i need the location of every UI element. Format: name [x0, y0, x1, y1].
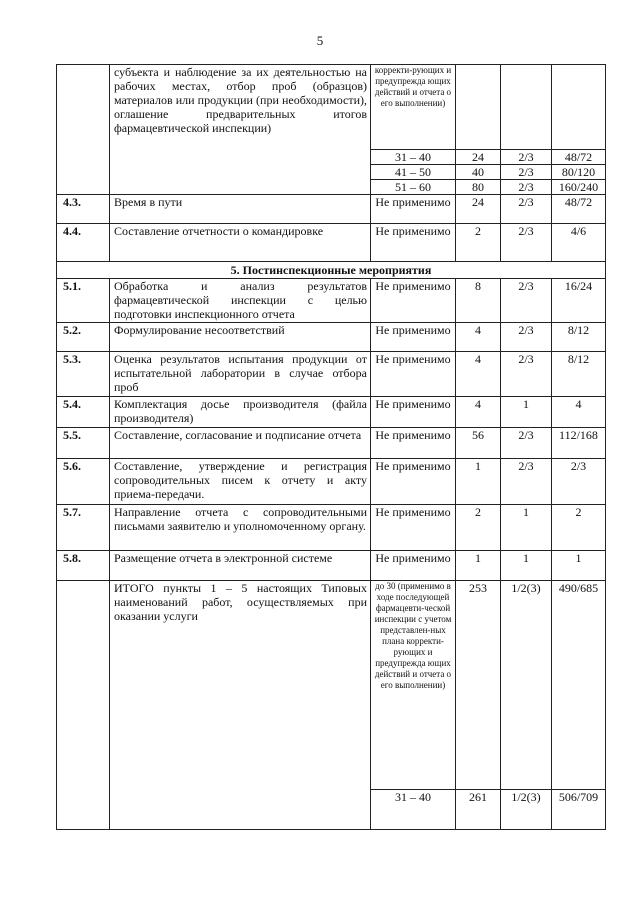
staff-cell: 1/2(3) — [501, 581, 552, 790]
hours-cell: 40 — [456, 165, 501, 180]
total-cell: 16/24 — [552, 279, 606, 323]
staff-cell: 1/2(3) — [501, 790, 552, 830]
total-cell: 112/168 — [552, 428, 606, 459]
table-row-continued — [57, 65, 606, 150]
hours-cell: 24 — [456, 150, 501, 165]
page-number: 5 — [316, 33, 324, 48]
row-number: 5.8. — [57, 551, 110, 581]
section-header-row — [57, 262, 606, 279]
staff-cell: 2/3 — [501, 150, 552, 165]
total-cell: 490/685 — [552, 581, 606, 790]
hours-cell — [456, 65, 501, 150]
condition-cell: Не применимо — [371, 551, 456, 581]
staff-cell: 2/3 — [501, 195, 552, 224]
hours-cell: 4 — [456, 323, 501, 352]
total-cell: 4/6 — [552, 224, 606, 262]
table-row — [57, 323, 606, 352]
table-row — [57, 428, 606, 459]
staff-cell: 2/3 — [501, 459, 552, 505]
condition-cell: корректи-рующих и предупрежда ющих действий и отчета о его выполнении) — [371, 65, 456, 150]
condition-cell: Не применимо — [371, 459, 456, 505]
condition-cell: Не применимо — [371, 323, 456, 352]
staff-cell: 1 — [501, 505, 552, 551]
staff-cell: 2/3 — [501, 323, 552, 352]
row-number: 4.4. — [57, 224, 110, 262]
staff-cell: 2/3 — [501, 180, 552, 195]
staff-cell: 2/3 — [501, 279, 552, 323]
condition-cell: Не применимо — [371, 279, 456, 323]
table-row — [57, 505, 606, 551]
staff-cell: 2/3 — [501, 224, 552, 262]
condition-cell: Не применимо — [371, 352, 456, 397]
total-cell: 48/72 — [552, 150, 606, 165]
hours-cell: 4 — [456, 352, 501, 397]
staff-cell: 2/3 — [501, 352, 552, 397]
total-cell: 8/12 — [552, 323, 606, 352]
hours-cell: 2 — [456, 224, 501, 262]
table-row — [57, 279, 606, 323]
row-number-cell — [57, 65, 110, 195]
total-cell: 8/12 — [552, 352, 606, 397]
hours-cell: 1 — [456, 459, 501, 505]
staff-cell — [501, 65, 552, 150]
row-number: 5.3. — [57, 352, 110, 397]
total-cell: 4 — [552, 397, 606, 428]
condition-cell: Не применимо — [371, 505, 456, 551]
hours-cell: 1 — [456, 551, 501, 581]
row-number: 5.5. — [57, 428, 110, 459]
section-title: 5. Постинспекционные мероприятия — [57, 262, 606, 279]
row-number: 5.6. — [57, 459, 110, 505]
work-description: Оценка результатов испытания продукции от испытательной лаборатории в случае отбора проб — [110, 352, 371, 397]
total-description: ИТОГО пункты 1 – 5 настоящих Типовых наименований работ, осуществляемых при оказании услуги — [110, 581, 371, 830]
total-cell: 2/3 — [552, 459, 606, 505]
condition-cell: Не применимо — [371, 195, 456, 224]
total-cell: 48/72 — [552, 195, 606, 224]
total-cell — [552, 65, 606, 150]
works-table — [56, 64, 606, 830]
row-number: 5.7. — [57, 505, 110, 551]
total-cell: 160/240 — [552, 180, 606, 195]
condition-cell: до 30 (применимо в ходе последующей фармацевти-ческой инспекции с учетом представлен-ных плана корректи-рующих и предупрежда ющих действий и отчета о его выполнении) — [371, 581, 456, 790]
total-cell: 506/709 — [552, 790, 606, 830]
hours-cell: 80 — [456, 180, 501, 195]
work-description: Направление отчета с сопроводительными письмами заявителю и уполномоченному органу. — [110, 505, 371, 551]
total-row — [57, 581, 606, 790]
work-description: Составление отчетности о командировке — [110, 224, 371, 262]
work-description: Составление, утверждение и регистрация сопроводительных писем к отчету и акту приема-передачи. — [110, 459, 371, 505]
condition-cell: Не применимо — [371, 428, 456, 459]
hours-cell: 2 — [456, 505, 501, 551]
row-number: 5.4. — [57, 397, 110, 428]
table-row — [57, 352, 606, 397]
work-description: Обработка и анализ результатов фармацевтической инспекции с целью подготовки инспекционного отчета — [110, 279, 371, 323]
table-row — [57, 224, 606, 262]
total-cell: 80/120 — [552, 165, 606, 180]
hours-cell: 4 — [456, 397, 501, 428]
condition-cell: 31 – 40 — [371, 150, 456, 165]
hours-cell: 261 — [456, 790, 501, 830]
condition-cell: Не применимо — [371, 397, 456, 428]
table-row — [57, 397, 606, 428]
work-description: Составление, согласование и подписание отчета — [110, 428, 371, 459]
row-number-cell — [57, 581, 110, 830]
hours-cell: 8 — [456, 279, 501, 323]
row-number: 5.2. — [57, 323, 110, 352]
condition-cell: 41 – 50 — [371, 165, 456, 180]
table-row — [57, 551, 606, 581]
condition-cell: 51 – 60 — [371, 180, 456, 195]
work-description: Время в пути — [110, 195, 371, 224]
work-description: Комплектация досье производителя (файла производителя) — [110, 397, 371, 428]
staff-cell: 1 — [501, 551, 552, 581]
work-description: Формулирование несоответствий — [110, 323, 371, 352]
row-number: 5.1. — [57, 279, 110, 323]
total-cell: 2 — [552, 505, 606, 551]
table-row — [57, 459, 606, 505]
work-description: субъекта и наблюдение за их деятельностью на рабочих местах, отбор проб (образцов) материалов или продукции (при необходимости), оглашение предварительных итогов фармацевтической инспекции) — [110, 65, 371, 195]
staff-cell: 1 — [501, 397, 552, 428]
staff-cell: 2/3 — [501, 428, 552, 459]
condition-cell: 31 – 40 — [371, 790, 456, 830]
condition-cell: Не применимо — [371, 224, 456, 262]
work-description: Размещение отчета в электронной системе — [110, 551, 371, 581]
total-cell: 1 — [552, 551, 606, 581]
row-number: 4.3. — [57, 195, 110, 224]
hours-cell: 56 — [456, 428, 501, 459]
table-row — [57, 195, 606, 224]
hours-cell: 24 — [456, 195, 501, 224]
hours-cell: 253 — [456, 581, 501, 790]
staff-cell: 2/3 — [501, 165, 552, 180]
